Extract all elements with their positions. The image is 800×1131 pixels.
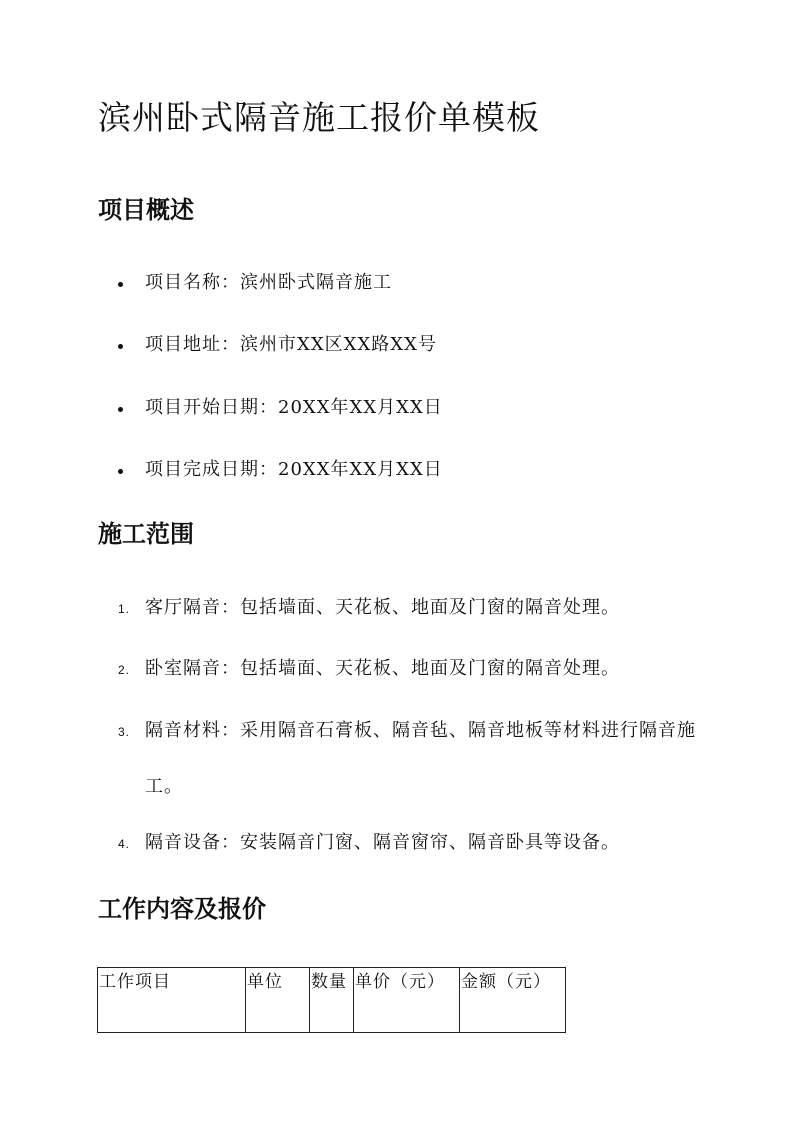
document-title: 滨州卧式隔音施工报价单模板 xyxy=(98,98,540,137)
overview-item-text: 项目完成日期：20XX年XX月XX日 xyxy=(145,459,443,480)
overview-item-text: 项目开始日期：20XX年XX月XX日 xyxy=(145,397,443,418)
scope-item-text: 客厅隔音：包括墙面、天花板、地面及门窗的隔音处理。 xyxy=(145,597,620,618)
section-heading-overview: 项目概述 xyxy=(98,195,194,224)
overview-item-text: 项目名称：滨州卧式隔音施工 xyxy=(145,272,392,293)
column-header-unit: 单位 xyxy=(246,968,310,1033)
price-table xyxy=(97,967,566,1033)
bullet-icon xyxy=(118,407,123,412)
bullet-icon xyxy=(118,469,123,474)
list-number: 1. xyxy=(118,602,131,616)
column-header-unit-price: 单价（元） xyxy=(354,968,460,1033)
list-number: 2. xyxy=(118,663,131,677)
table-header-row xyxy=(98,968,566,1033)
list-number: 4. xyxy=(118,837,131,851)
list-number: 3. xyxy=(118,725,131,739)
bullet-icon xyxy=(118,344,123,349)
section-heading-scope: 施工范围 xyxy=(98,519,194,548)
scope-item-text: 卧室隔音：包括墙面、天花板、地面及门窗的隔音处理。 xyxy=(145,658,620,679)
column-header-quantity: 数量 xyxy=(310,968,354,1033)
overview-item-text: 项目地址：滨州市XX区XX路XX号 xyxy=(145,334,437,355)
column-header-item: 工作项目 xyxy=(98,968,246,1033)
scope-item-text: 隔音设备：安装隔音门窗、隔音窗帘、隔音卧具等设备。 xyxy=(145,832,620,853)
scope-item-text: 隔音材料：采用隔音石膏板、隔音毡、隔音地板等材料进行隔音施工。 xyxy=(145,720,696,797)
section-heading-quote: 工作内容及报价 xyxy=(98,894,266,923)
column-header-amount: 金额（元） xyxy=(460,968,566,1033)
bullet-icon xyxy=(118,282,123,287)
